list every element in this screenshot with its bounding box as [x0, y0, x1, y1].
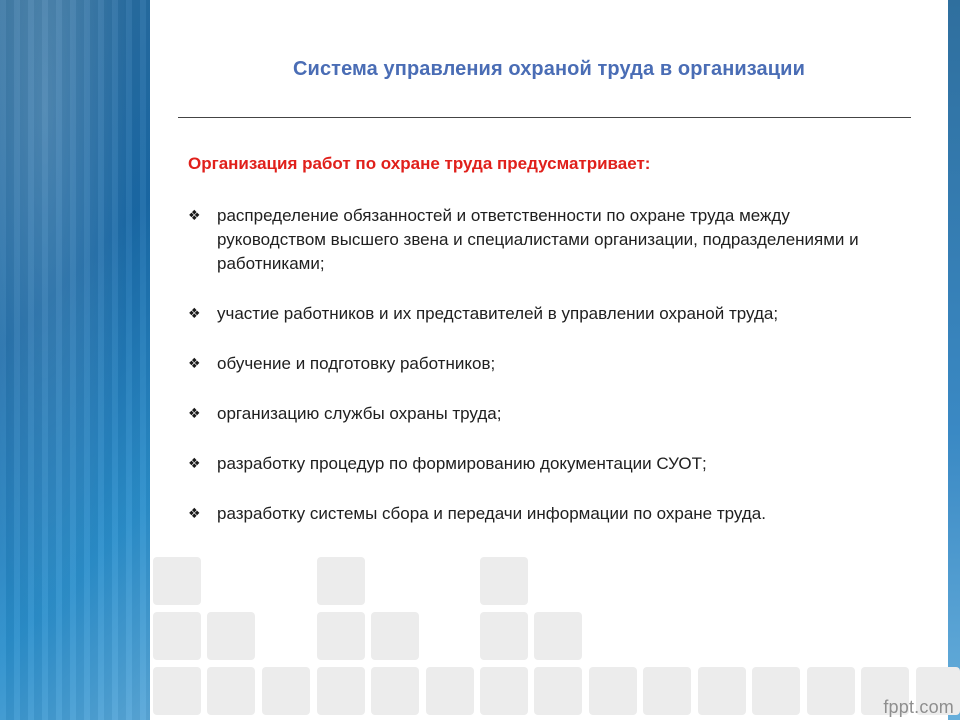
diamond-bullet-icon: ❖: [188, 305, 201, 321]
diamond-bullet-icon: ❖: [188, 207, 201, 223]
decor-tile: [317, 557, 365, 605]
decor-tile: [480, 612, 528, 660]
diamond-bullet-icon: ❖: [188, 355, 201, 371]
decor-tile: [807, 667, 855, 715]
decor-tile: [153, 667, 201, 715]
list-item-text: разработку системы сбора и передачи информации по охране труда.: [217, 504, 766, 523]
list-item: [188, 302, 888, 326]
decor-tile: [153, 557, 201, 605]
title-divider: [178, 117, 911, 118]
decor-tile: [752, 667, 800, 715]
diamond-bullet-icon: ❖: [188, 505, 201, 521]
left-decorative-band: [0, 0, 150, 720]
decor-tile: [317, 667, 365, 715]
right-decorative-band: [948, 0, 960, 720]
decor-tile: [262, 667, 310, 715]
decor-tile: [698, 667, 746, 715]
list-item-text: обучение и подготовку работников;: [217, 354, 496, 373]
list-item: [188, 402, 888, 426]
list-item-text: разработку процедур по формированию документации СУОТ;: [217, 454, 707, 473]
decor-tile: [371, 667, 419, 715]
decor-tile: [317, 612, 365, 660]
decor-tile: [480, 667, 528, 715]
list-item-text: организацию службы охраны труда;: [217, 404, 502, 423]
decor-tile: [207, 612, 255, 660]
diamond-bullet-icon: ❖: [188, 455, 201, 471]
decor-tile: [534, 667, 582, 715]
list-item: [188, 204, 888, 276]
bullet-list: [188, 204, 888, 552]
decor-tile: [589, 667, 637, 715]
list-item-text: распределение обязанностей и ответственности по охране труда между руководством высшего звена и специалистами организации, подразделениями и работниками;: [217, 206, 859, 273]
band-gloss: [0, 0, 150, 720]
decor-tile: [371, 612, 419, 660]
decor-tile: [643, 667, 691, 715]
list-item: [188, 452, 888, 476]
diamond-bullet-icon: ❖: [188, 405, 201, 421]
list-item-text: участие работников и их представителей в управлении охраной труда;: [217, 304, 779, 323]
footer-watermark: fppt.com: [883, 697, 954, 717]
list-item: [188, 352, 888, 376]
decor-tile: [480, 557, 528, 605]
list-item: [188, 502, 888, 526]
decor-tile: [207, 667, 255, 715]
decor-tile: [426, 667, 474, 715]
intro-heading: Организация работ по охране труда предусматривает:: [188, 154, 651, 173]
decor-tile: [534, 612, 582, 660]
decor-tile: [153, 612, 201, 660]
slide-title: Система управления охраной труда в организации: [293, 58, 805, 80]
